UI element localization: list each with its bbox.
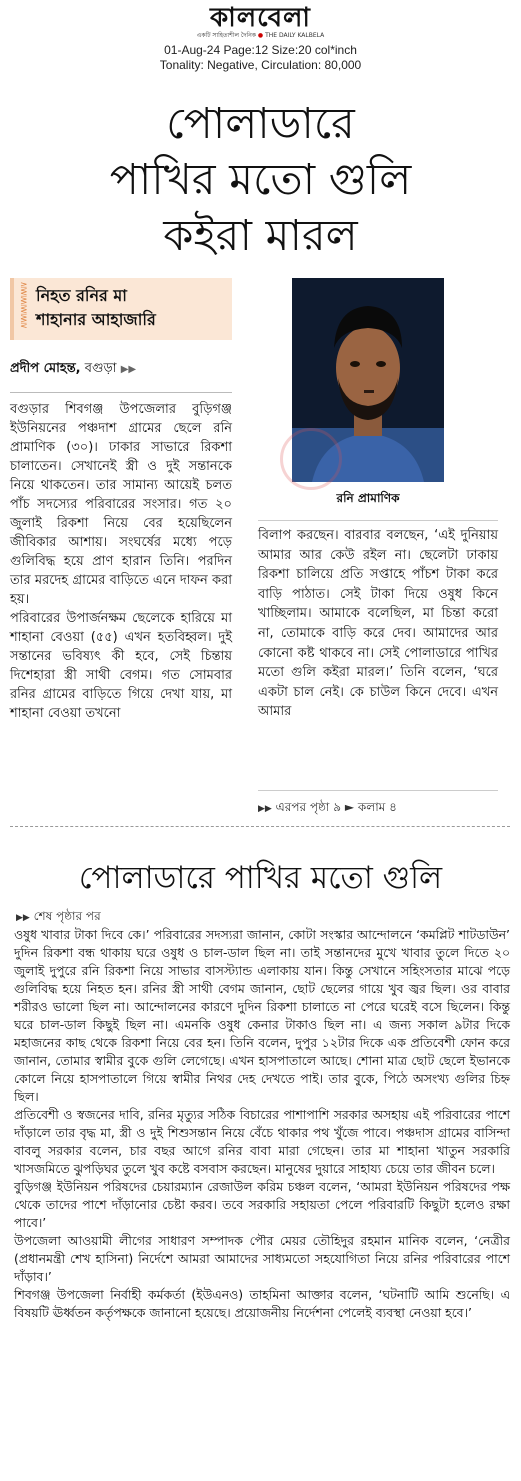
divider <box>10 392 232 393</box>
divider <box>258 790 498 791</box>
photo-caption: রনি প্রামাণিক <box>336 491 400 505</box>
kicker-box <box>10 278 232 340</box>
continued-note <box>258 798 498 818</box>
jump-paragraph: বুড়িগঞ্জ ইউনিয়ন পরিষদের চেয়ারম্যান রেজাউল করিম চঞ্চল বলেন, ‘আমরা ইউনিয়ন পরিষদের পক্ষ থেকে তাদের পাশে দাঁড়ানোর চেষ্টা করব। তবে সরকারি সহায়তা পেলে পরিবারটি কিছুটা হলেও রক্ষা পাবে।’ <box>14 1179 510 1230</box>
double-arrow-icon: ▶▶ <box>16 913 30 923</box>
double-arrow-icon: ▶▶ <box>258 804 272 814</box>
headline-line-3: কইরা মারল <box>163 211 358 261</box>
clipping-meta-line-1: 01-Aug-24 Page:12 Size:20 col*inch <box>164 43 357 57</box>
zigzag-decoration-icon: ⋛ ⋚ ⋛ ⋚ ⋛ <box>20 283 28 329</box>
headline-line-1: পোলাডারে <box>166 99 355 149</box>
byline-place: বগুড়া <box>84 361 117 376</box>
continued-text: এরপর পৃষ্ঠা ৯ ► কলাম ৪ <box>275 800 397 814</box>
section-divider <box>10 826 510 827</box>
watermark-circle-icon <box>280 428 342 490</box>
masthead <box>0 4 521 73</box>
jump-paragraph: উপজেলা আওয়ামী লীগের সাধারণ সম্পাদক পৌর মেয়র তৌহিদুর রহমান মানিক বলেন, ‘নেত্রীর (প্রধানমন্ত্রী শেখ হাসিনা) নির্দেশে আমরা আমাদের সাধ্যমতো সহযোগিতা নিয়ে রনির পরিবারের পাশে দাঁড়াব।’ <box>14 1233 510 1284</box>
jump-article-body <box>14 926 510 1322</box>
newspaper-tagline <box>0 32 521 40</box>
article-column-1 <box>10 400 232 723</box>
byline <box>10 360 232 379</box>
clipping-meta-line-2: Tonality: Negative, Circulation: 80,000 <box>159 58 362 72</box>
jump-paragraph: শিবগঞ্জ উপজেলা নির্বাহী কর্মকর্তা (ইউএনও) তাহমিনা আক্তার বলেন, ‘ঘটনাটি আমি শুনেছি। এ বিষয়টি ঊর্ধ্বতন কর্তৃপক্ষকে জানানো হয়েছে। প্রয়োজনীয় নির্দেশনা পেলেই ব্যবস্থা নেওয়া হবে।’ <box>14 1287 510 1320</box>
jump-paragraph: ওষুধ খাবার টাকা দিবে কে।’ পরিবারের সদস্যরা জানান, কোটা সংস্কার আন্দোলনে ‘কমপ্লিট শাটডাউন’ দুদিন রিকশা বন্ধ থাকায় ঘরে ওষুধ ও চাল-ডাল ছিল না। তাই সন্তানদের মুখে খাবার তুলে দিতে ২০ জুলাই দুপুরে রনি রিকশা নিয়ে সাভার বাসস্ট্যান্ড এলাকায় যান। কিন্তু সেখানে সহিংসতার মাঝে পড়ে গুলিবিদ্ধ হয়ে নিহত হন। রনির স্ত্রী সাথী বেগম জানান, ছোট ছেলের গায়ে খুব জ্বর ছিল। ওর বাবার শরীরও ভালো ছিল না। আন্দোলনের কারণে দুদিন রিকশা চালাতে না পেরে ঘরেই বসে ছিলেন। কিন্তু ঘরে চাল-ডাল কিছুই ছিল না। এমনকি ওষুধ কেনার টাকাও ছিল না। এ জন্য সকাল ৯টার দিকে মহাজনের কাছ থেকে রিকশা নিয়ে বের হন। তিনি বলেন, দুপুর ১২টার দিকে এক প্রতিবেশী ফোন করে জানান, তোমার স্বামীর বুকে গুলি লেগেছে। এখন হাসপাতালে আছে। শোনা মাত্র ছোট ছেলে ইভানকে কোলে নিয়ে হাসপাতালে গিয়ে স্বামীর নিথর দেহ দেখতে পাই। তার বুকে, পিঠে অসংখ্য গুলির চিহ্ন ছিল। <box>14 927 510 1104</box>
headline-line-2: পাখির মতো গুলি <box>109 155 412 205</box>
column-1-paragraph: পরিবারের উপার্জনক্ষম ছেলেকে হারিয়ে মা শাহানা বেওয়া (৫৫) এখন হতবিহ্বল। দুই সন্তানের ভবিষ্যৎ কী হবে, সেই চিন্তায় দিশেহারা স্ত্রী সাথী বেগম। গত সোমবার রনির গ্রামের বাড়িতে গিয়ে দেখা যায়, মা শাহানা বেওয়া তখনো <box>10 611 232 721</box>
column-2-paragraph: বিলাপ করছেন। বারবার বলছেন, ‘এই দুনিয়ায় আমার আর কেউ রইল না। ছেলেটা ঢাকায় রিকশা চালিয়ে প্রতি সপ্তাহে পাঁচশ টাকা করে বাড়ি পাঠাত। সেই টাকা দিয়ে ওষুধ কিনে খাচ্ছিলাম। আমাকে বলেছিল, মা চিন্তা করো না, তোমাকে বাড়ি করে দেব। আমাদের আর কোনো কষ্ট থাকবে না। সেই পোলাডারে পাখির মতো গুলি কইরা মারল।’ তিনি বলেন, ‘ঘরে একটা চাল নেই। কে চাউল কিনে দেবে। এখন আমার <box>258 528 498 720</box>
column-1-paragraph: বগুড়ার শিবগঞ্জ উপজেলার বুড়িগঞ্জ ইউনিয়নের পঞ্চদাশ গ্রামের ছেলে রনি প্রামাণিক (৩০)। ঢাকার সাভারে রিকশা চালাতেন। সেখানেই স্ত্রী ও দুই সন্তানকে নিয়ে থাকতেন। তার সামান্য আয়েই চলত পাঁচ সদস্যের পরিবারের সংসার। গত ২০ জুলাই রিকশা নিয়ে বের হয়েছিলেন জীবিকার আশায়। সংঘর্ষের মধ্যে পড়ে গুলিবিদ্ধ হয়ে প্রাণ হারান তিনি। পরদিন তার মরদেহ গ্রামের বাড়িতে এনে দাফন করা হয়। <box>10 402 232 607</box>
divider <box>258 520 498 521</box>
double-arrow-icon: ▶▶ <box>120 364 137 375</box>
jump-from-text: শেষ পৃষ্ঠার পর <box>33 909 101 923</box>
byline-author: প্রদীপ মোহন্ত, <box>10 361 81 376</box>
jump-from-note <box>16 908 101 926</box>
kicker-line-2: শাহানার আহাজারি <box>36 310 156 329</box>
tagline-dot-icon: ● <box>257 32 264 39</box>
jump-paragraph: প্রতিবেশী ও স্বজনের দাবি, রনির মৃত্যুর সঠিক বিচারের পাশাপাশি সরকার অসহায় এই পরিবারের পাশে দাঁড়ালে তার বৃদ্ধ মা, স্ত্রী ও দুই শিশুসন্তান নিয়ে বেঁচে থাকার পথ খুঁজে পাবে। পঞ্চদাস গ্রামের বাসিন্দা বাবলু সরকার বলেন, চার বছর আগে রনির বাবা মারা গেছেন। তার মা শাহানা খাতুন সরকারি খাসজমিতে ঝুপড়িঘর তুলে খুব কষ্টে বসবাস করছেন। মানুষের দুয়ারে সাহায্য চেয়ে তার জীবন চলে। <box>14 1107 510 1176</box>
tagline-bangla: একটি সাহিত্যশীল দৈনিক <box>196 32 256 39</box>
article-column-2 <box>258 526 498 722</box>
jump-headline: পোলাডারে পাখির মতো গুলি <box>78 860 443 896</box>
article-headline <box>0 96 521 264</box>
newspaper-logo: কালবেলা <box>210 3 311 33</box>
tagline-english: THE DAILY KALBELA <box>265 32 325 39</box>
kicker-line-1: নিহত রনির মা <box>36 286 127 305</box>
